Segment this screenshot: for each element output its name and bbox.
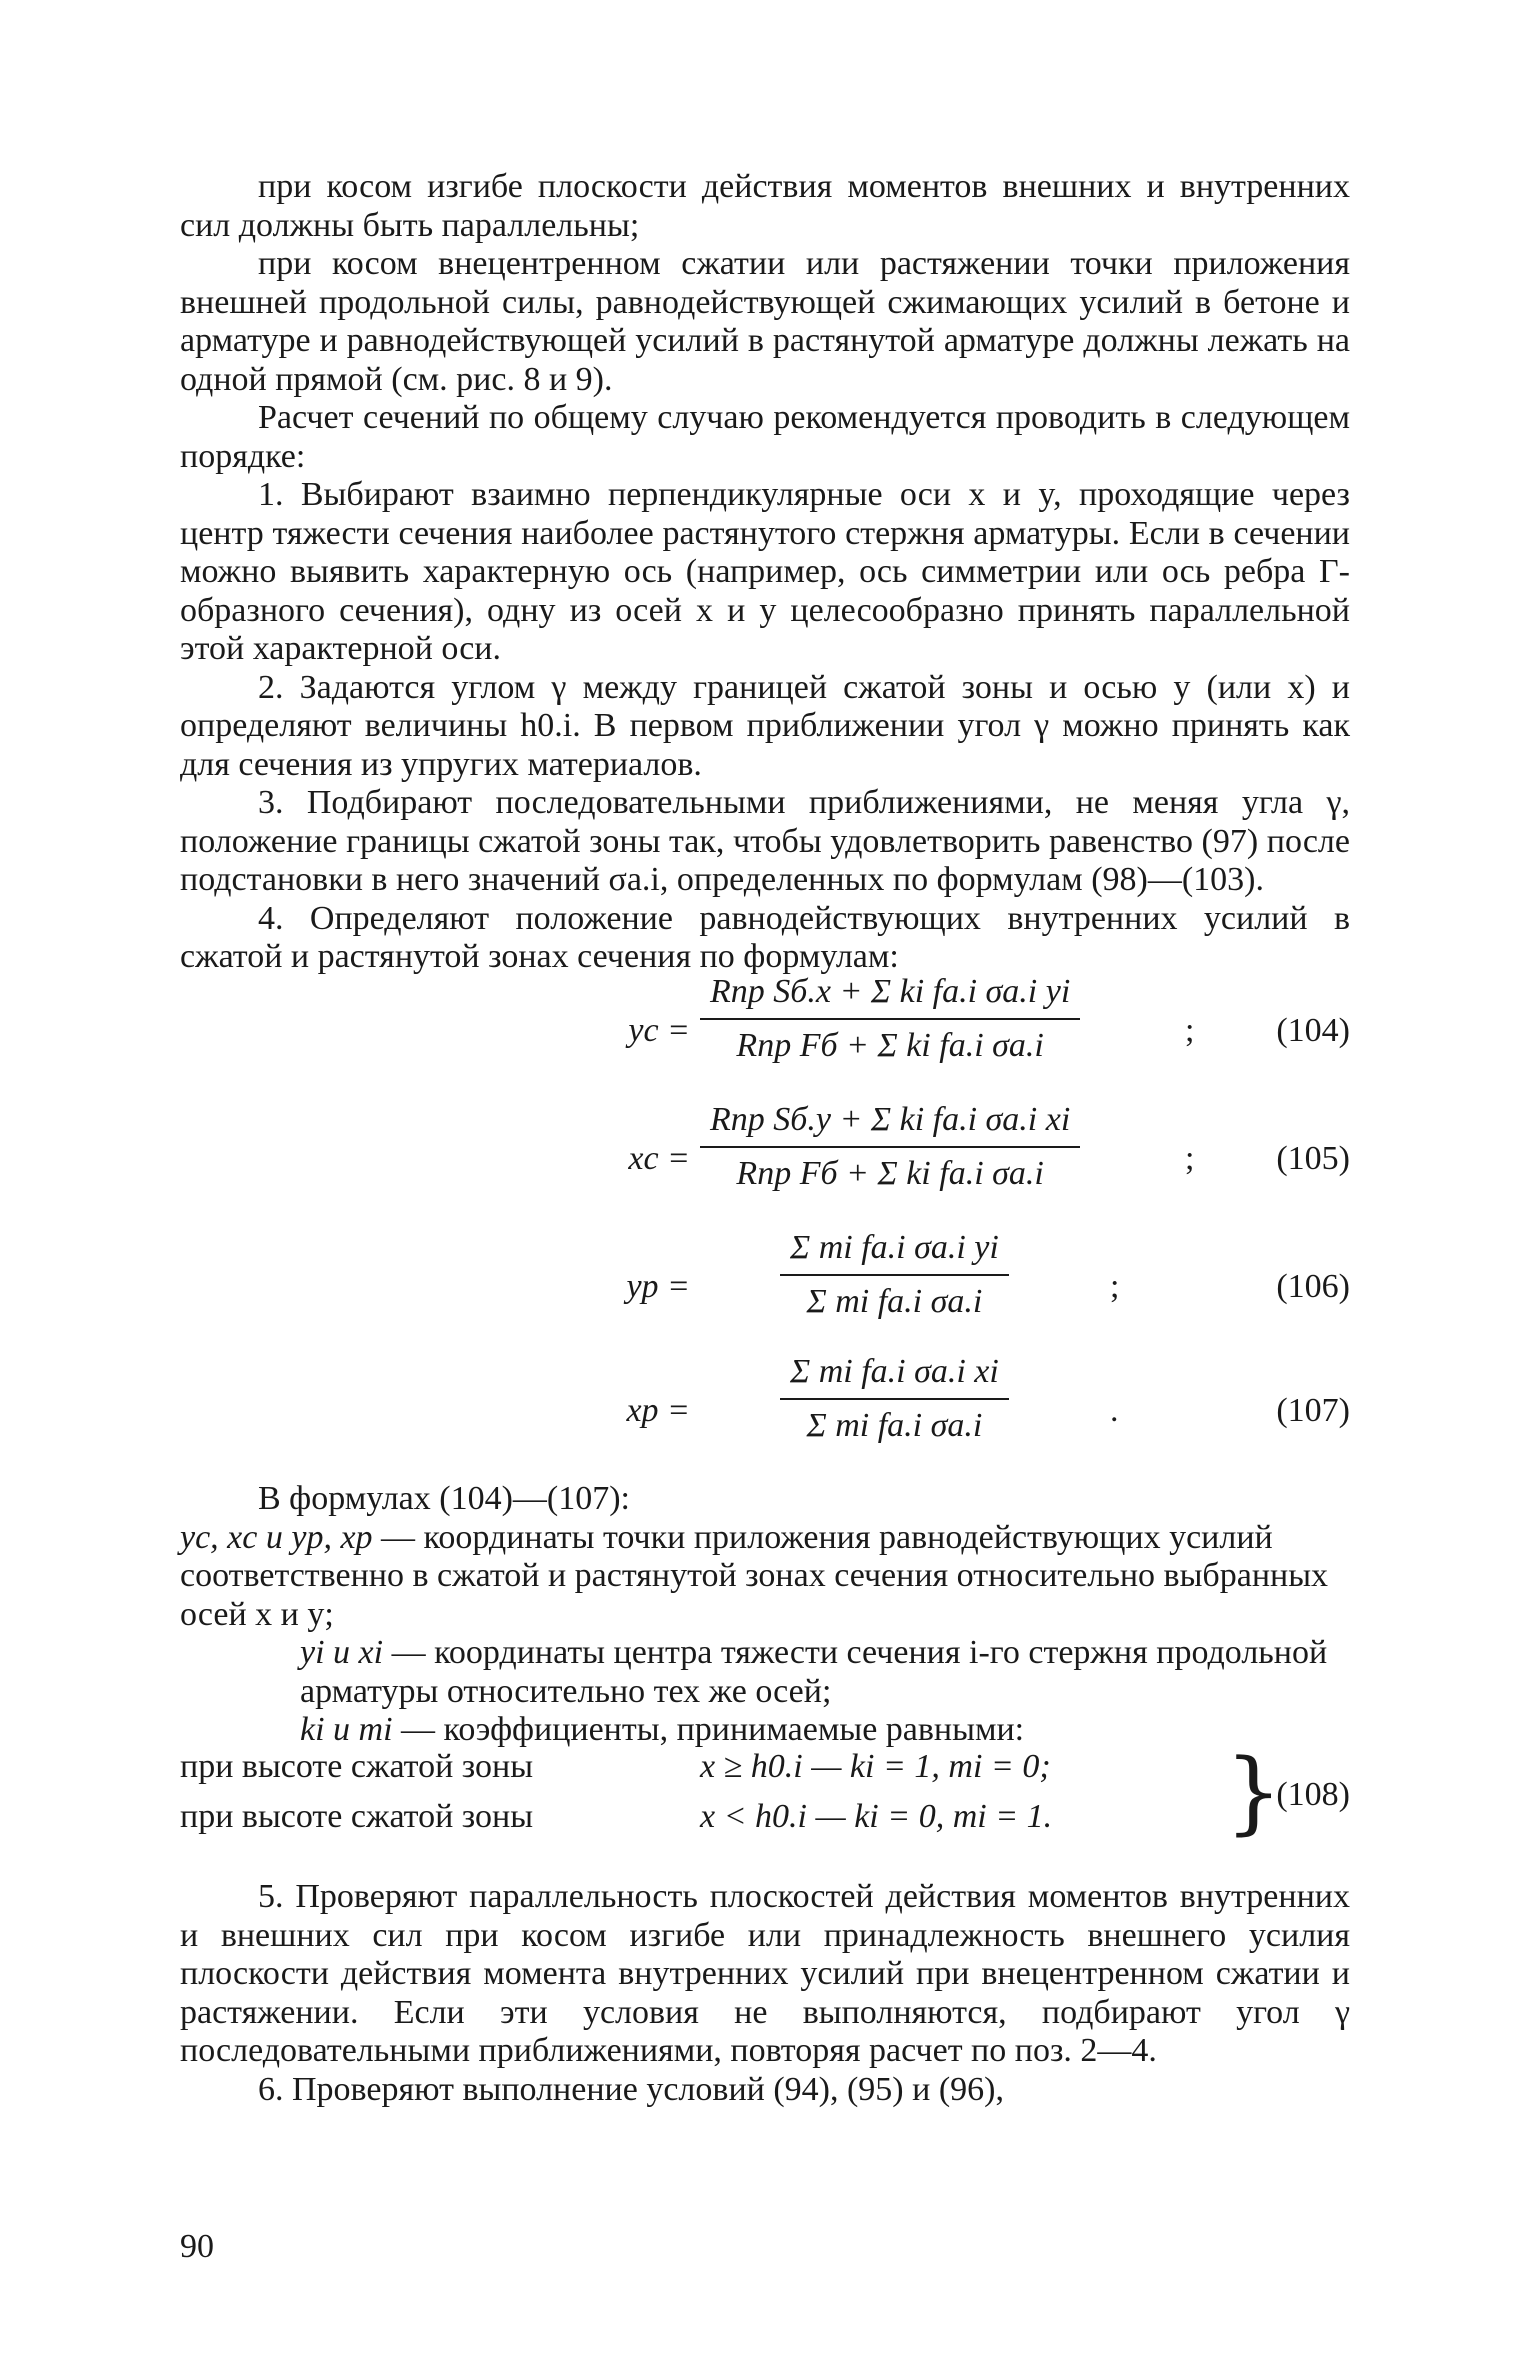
paragraph: 4. Определяют положение равнодействующих внутренних усилий в сжатой и растянутой зонах сечения по формулам: <box>180 899 1350 975</box>
formula-106 <box>180 1226 1350 1346</box>
equation-number: (104) <box>1276 1012 1350 1049</box>
body-text-bottom <box>180 1878 1350 2109</box>
fraction-bar <box>780 1274 1009 1276</box>
definition-item <box>180 1711 1350 1750</box>
definition-term: yi и xi <box>300 1634 384 1671</box>
formula-lhs: xc = <box>628 1140 690 1177</box>
formula-punct: ; <box>1185 1012 1195 1049</box>
numerator: Rпр Sб.y + Σ ki fa.i σa.i xi <box>710 1101 1071 1138</box>
case-label: при высоте сжатой зоны <box>180 1748 534 1785</box>
cases-block <box>180 1740 1350 1848</box>
formula-punct: ; <box>1185 1140 1195 1177</box>
fraction-bar <box>700 1018 1080 1020</box>
numerator: Σ mi fa.i σa.i yi <box>790 1229 999 1266</box>
right-brace: } <box>1225 1740 1283 1845</box>
definition-item <box>180 1519 1350 1635</box>
formula-104 <box>180 970 1350 1090</box>
definition-text: — координаты точки приложения равнодействующих усилий соответственно в сжатой и растянутой зонах сечения относительно выбранных осей x и y; <box>180 1518 1329 1633</box>
definition-term: yc, xc и yp, xp <box>180 1518 373 1556</box>
equation-number: (106) <box>1276 1268 1350 1305</box>
formula-lhs: xp = <box>626 1392 690 1429</box>
case-row <box>180 1748 1350 1798</box>
definitions-intro: В формулах (104)—(107): <box>258 1480 631 1517</box>
numerator: Σ mi fa.i σa.i xi <box>790 1353 999 1390</box>
case-row <box>180 1798 1350 1848</box>
fraction <box>780 1226 1009 1324</box>
definition-text: — коэффициенты, принимаемые равными: <box>401 1711 1025 1748</box>
formula-punct: . <box>1110 1392 1119 1429</box>
paragraph: 5. Проверяют параллельность плоскостей действия моментов внутренних и внешних сил при косом изгибе или принадлежность внешнего усилия плоскости действия момента внутренних усилий при внецентренном сжатии и растяжении. Если эти условия не выполняются, подбирают угол γ последовательными приближениями, повторяя расчет по поз. 2—4. <box>180 1878 1350 2069</box>
paragraph: 3. Подбирают последовательными приближениями, не меняя угла γ, положение границы сжатой зоны так, чтобы удовлетворить равенство (97) после подстановки в него значений σa.i, определенных по формулам (98)—(103). <box>180 784 1350 898</box>
formula-lhs: yp = <box>626 1268 690 1305</box>
case-expression: x ≥ h0.i — ki = 1, mi = 0; <box>700 1748 1051 1785</box>
fraction <box>700 1098 1080 1196</box>
paragraph: 6. Проверяют выполнение условий (94), (95) и (96), <box>258 2070 1004 2108</box>
case-expression: x < h0.i — ki = 0, mi = 1. <box>700 1798 1053 1835</box>
definition-term: ki и mi <box>300 1711 393 1748</box>
fraction <box>700 970 1080 1068</box>
case-label: при высоте сжатой зоны <box>180 1798 534 1835</box>
paragraph: 1. Выбирают взаимно перпендикулярные оси x и y, проходящие через центр тяжести сечения наиболее растянутого стержня арматуры. Если в сечении можно выявить характерную ось (например, ось симметрии или ось ребра Г-образного сечения), одну из осей x и y целесообразно принять параллельной этой характерной оси. <box>180 476 1350 667</box>
definitions <box>180 1480 1350 1750</box>
equation-number: (108) <box>1276 1776 1350 1813</box>
denominator: Σ mi fa.i σa.i <box>806 1283 983 1320</box>
denominator: Rпр Fб + Σ ki fa.i σa.i <box>736 1155 1044 1192</box>
definition-text: — координаты центра тяжести сечения i-го стержня продольной арматуры относительно тех же осей; <box>300 1634 1328 1710</box>
paragraph: при косом изгибе плоскости действия моментов внешних и внутренних сил должны быть параллельны; <box>180 168 1350 244</box>
fraction-bar <box>700 1146 1080 1148</box>
body-text-top <box>180 168 1350 977</box>
formula-107 <box>180 1350 1350 1470</box>
paragraph: при косом внецентренном сжатии или растяжении точки приложения внешней продольной силы, равнодействующей сжимающих усилий в бетоне и арматуре и равнодействующей усилий в растянутой арматуре должны лежать на одной прямой (см. рис. 8 и 9). <box>180 245 1350 398</box>
definition-item <box>180 1634 1350 1711</box>
paragraph: Расчет сечений по общему случаю рекомендуется проводить в следующем порядке: <box>180 399 1350 475</box>
numerator: Rпр Sб.x + Σ ki fa.i σa.i yi <box>710 973 1071 1010</box>
formula-lhs: yc = <box>628 1012 690 1049</box>
fraction-bar <box>780 1398 1009 1400</box>
equation-number: (105) <box>1276 1140 1350 1177</box>
formula-105 <box>180 1098 1350 1218</box>
fraction <box>780 1350 1009 1448</box>
denominator: Σ mi fa.i σa.i <box>806 1407 983 1444</box>
formula-punct: ; <box>1110 1268 1120 1305</box>
denominator: Rпр Fб + Σ ki fa.i σa.i <box>736 1027 1044 1064</box>
page-number: 90 <box>180 2228 214 2265</box>
equation-number: (107) <box>1276 1392 1350 1429</box>
paragraph: 2. Задаются углом γ между границей сжатой зоны и осью y (или x) и определяют величины h0.i. В первом приближении угол γ можно принять как для сечения из упругих материалов. <box>180 668 1350 783</box>
